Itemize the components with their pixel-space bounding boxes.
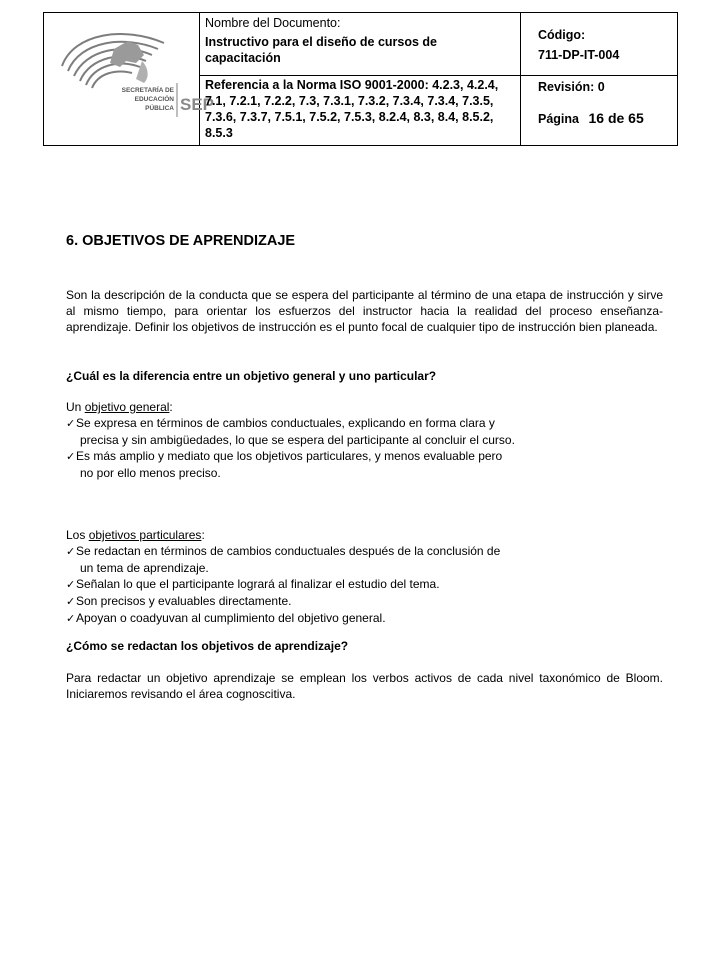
logo-text: PÚBLICA [145, 105, 174, 112]
header-divider [520, 13, 521, 145]
checkmark-icon: ✓ [66, 596, 76, 608]
checkmark-icon: ✓ [66, 418, 76, 430]
list-item-continuation: precisa y sin ambigüedades, lo que se espera del participante al concluir el curso. [80, 433, 515, 447]
list-item: ✓Es más amplio y mediato que los objetivos particulares, y menos evaluable pero [66, 449, 503, 463]
list-item: ✓Apoyan o coadyuvan al cumplimiento del objetivo general. [66, 611, 386, 625]
particular-objectives-heading: Los objetivos particulares: [66, 528, 205, 542]
header-divider [199, 13, 200, 145]
intro-paragraph: Son la descripción de la conducta que se espera del participante al término de una etapa de instrucción y sirve al mismo tiempo, para orientar los esfuerzos del instructor hacia la realidad del proceso enseñanza- aprendizaje. Definir los objetivos de instrucción es el punto focal de cualquier tipo de instrucción bien planeada. [66, 288, 663, 334]
sep-logo [54, 21, 215, 121]
list-item: ✓Se redactan en términos de cambios conductuales después de la conclusión de [66, 544, 501, 558]
page-value: 16 de 65 [588, 110, 644, 126]
checkmark-icon: ✓ [66, 451, 76, 463]
section-title: 6. OBJETIVOS DE APRENDIZAJE [66, 233, 296, 249]
general-objective-heading: Un objetivo general: [66, 400, 173, 414]
general-objective-term: objetivo general [84, 400, 170, 414]
page-number [538, 110, 644, 127]
checkmark-icon: ✓ [66, 613, 76, 625]
list-item: ✓Señalan lo que el participante logrará al finalizar el estudio del tema. [66, 577, 440, 591]
general-objective-block [66, 399, 663, 481]
revision: Revisión: 0 [538, 80, 605, 94]
page-label: Página [538, 112, 579, 126]
code-label: Código: [538, 28, 586, 42]
list-item: ✓Son precisos y evaluables directamente. [66, 594, 292, 608]
closing-paragraph: Para redactar un objetivo aprendizaje se emplean los verbos activos de cada nivel taxonómico de Bloom. Iniciaremos revisando el área cognoscitiva. [66, 671, 663, 701]
list-item: ✓Se expresa en términos de cambios conductuales, explicando en forma clara y [66, 416, 495, 430]
document-header [43, 12, 678, 146]
code-value: 711-DP-IT-004 [538, 48, 620, 62]
list-item-continuation: no por ello menos preciso. [80, 466, 221, 480]
question-general-vs-particular: ¿Cuál es la diferencia entre un objetivo general y uno particular? [66, 369, 437, 383]
norm-reference: Referencia a la Norma ISO 9001-2000: 4.2.3, 4.2.4, 7.1, 7.2.1, 7.2.2, 7.3, 7.3.1, 7.3.2, 7.3.4, 7.3.4, 7.3.5, 7.3.6, 7.3.7, 7.5.1, 7.5.2, 7.5.3, 8.2.4, 8.3, 8.4, 8.5.2, 8.5.3 [205, 78, 499, 140]
doc-name-cell [205, 15, 515, 66]
logo-text: EDUCACIÓN [134, 96, 174, 103]
list-item-continuation: un tema de aprendizaje. [80, 561, 209, 575]
doc-name-label: Nombre del Documento: [205, 16, 341, 30]
header-divider [199, 75, 677, 76]
doc-name: Instructivo para el diseño de cursos de capacitación [205, 35, 438, 65]
particular-objectives-term: objetivos particulares [88, 528, 202, 542]
question-how-to-write: ¿Cómo se redactan los objetivos de aprendizaje? [66, 639, 349, 653]
checkmark-icon: ✓ [66, 579, 76, 591]
logo-text: SEP [180, 95, 215, 114]
particular-objectives-block [66, 527, 663, 627]
logo-text: SECRETARÍA DE [121, 87, 174, 94]
checkmark-icon: ✓ [66, 546, 76, 558]
